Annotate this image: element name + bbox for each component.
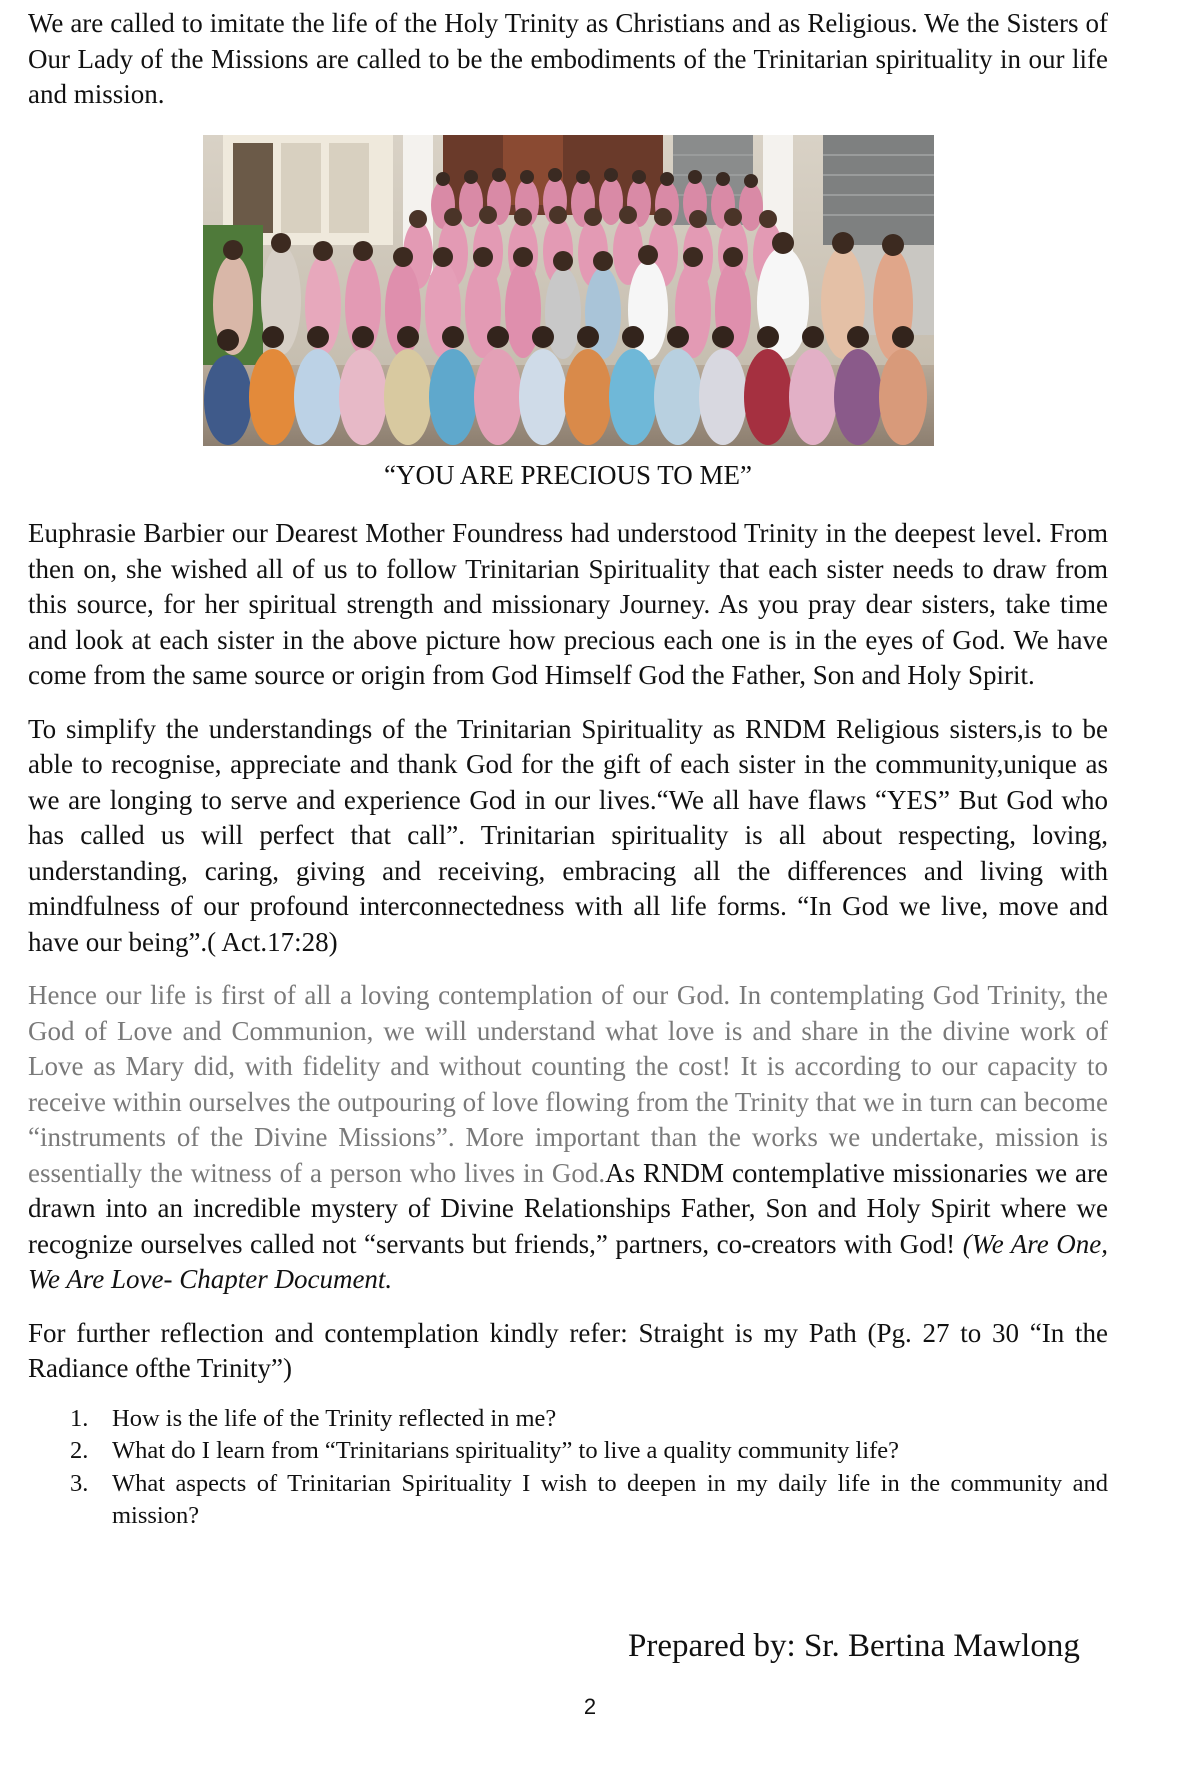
list-item-text: What aspects of Trinitarian Spirituality I wish to deepen in my daily life in the community and mission? [112,1469,1108,1529]
chapter-document-reference: (We Are One, We Are Love- Chapter Document. [28,1228,1108,1294]
paragraph-further-reflection: For further reflection and contemplation kindly refer: Straight is my Path (Pg. 27 to 30 “In the Radiance ofthe Trinity”) [28,1317,1108,1383]
group-photo-of-sisters-icon [203,135,934,446]
photo-caption: “YOU ARE PRECIOUS TO ME” [383,459,753,490]
document-page [28,6,1108,1533]
list-item-text: How is the life of the Trinity reflected in me? [112,1404,557,1432]
list-item-number: 1. [70,1404,89,1432]
list-item [28,1435,1108,1468]
intro-paragraph: We are called to imitate the life of the Holy Trinity as Christians and as Religious. We the Sisters of Our Lady of the Missions are called to be the embodiments of the Trinitarian spirituality in our life and mission. [28,8,1108,109]
prepared-by-signature: Prepared by: Sr. Bertina Mawlong [628,1628,1080,1664]
list-item-number: 3. [70,1469,89,1497]
reflection-questions-list [28,1403,1108,1533]
photo-container [28,135,1108,446]
page-number: 2 [583,1694,597,1719]
paragraph-contemplation [28,978,1108,1298]
paragraph-simplify: To simplify the understandings of the Trinitarian Spirituality as RNDM Religious sisters,is to be able to recognise, appreciate and thank God for the gift of each sister in the community,unique as we are longing to serve and experience God in our lives.“We all have flaws “YES” But God who has called us will perfect that call”. Trinitarian spirituality is all about respecting, loving, understanding, caring, giving and receiving, embracing all the differences and living with mindfulness of our profound interconnectedness with all life forms. “In God we live, move and have our being”.( Act.17:28) [28,713,1108,957]
paragraph-contemplation-dark-text: As RNDM contemplative missionaries we are drawn into an incredible mystery of Divine Relationships Father, Son and Holy Spirit where we recognize ourselves called not “servants but friends,” partners, co-creators with God! [28,1157,1108,1259]
list-item [28,1403,1108,1436]
list-item [28,1468,1108,1533]
paragraph-foundress: Euphrasie Barbier our Dearest Mother Foundress had understood Trinity in the deepest level. From then on, she wished all of us to follow Trinitarian Spirituality that each sister needs to draw from this source, for her spiritual strength and missionary Journey. As you pray dear sisters, take time and look at each sister in the above picture how precious each one is in the eyes of God. We have come from the same source or origin from God Himself God the Father, Son and Holy Spirit. [28,518,1108,690]
list-item-text: What do I learn from “Trinitarians spirituality” to live a quality community life? [112,1437,899,1464]
list-item-number: 2. [70,1437,89,1464]
paragraph-contemplation-grey-text: Hence our life is first of all a loving contemplation of our God. In contemplating God Trinity, the God of Love and Communion, we will understand what love is and share in the divine work of Love as Mary did, with fidelity and without counting the cost! It is according to our capacity to receive within ourselves the outpouring of love flowing from the Trinity that we in turn can become “instruments of the Divine Missions”. More important than the works we undertake, mission is essentially the witness of a person who lives in God. [28,980,1108,1188]
